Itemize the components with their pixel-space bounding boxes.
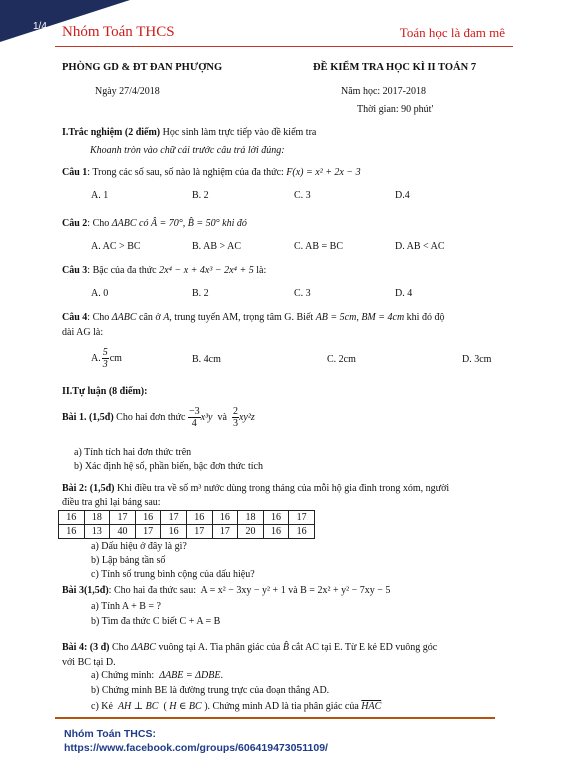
question-4-line2: dài AG là: bbox=[62, 327, 104, 338]
exercise-4-a: a) Chứng minh: ΔABE = ΔDBE. bbox=[91, 670, 223, 681]
q4-option-b: B. 4cm bbox=[192, 354, 221, 365]
part1-heading: I.Trắc nghiệm (2 điểm) Học sinh làm trực tiếp vào đề kiểm tra bbox=[62, 127, 317, 138]
q1-option-b: B. 2 bbox=[192, 190, 209, 201]
exercise-1: Bài 1. (1,5đ) Cho hai đơn thức −3 4 x³y và 2 3 xy²z bbox=[62, 406, 255, 429]
table-cell: 13 bbox=[84, 525, 110, 539]
exercise-2: Bài 2: (1,5đ) Khi điều tra về số m³ nước dùng trong tháng của mỗi hộ gia đình trong xóm, người bbox=[62, 483, 450, 494]
exercise-3-b: b) Tìm đa thức C biết C + A = B bbox=[91, 616, 221, 627]
exercise-2-line2: điều tra ghi lại bảng sau: bbox=[62, 497, 161, 508]
table-cell: 17 bbox=[135, 525, 161, 539]
table-cell: 18 bbox=[84, 511, 110, 525]
brand-title: Nhóm Toán THCS bbox=[62, 24, 175, 40]
table-cell: 17 bbox=[186, 525, 212, 539]
table-cell: 16 bbox=[59, 525, 85, 539]
exercise-4-b: b) Chứng minh BE là đường trung trực của đoạn thẳng AD. bbox=[91, 685, 330, 696]
part1-instruction: Khoanh tròn vào chữ cái trước câu trả lời đúng: bbox=[90, 145, 285, 156]
table-row bbox=[59, 525, 315, 539]
table-cell: 16 bbox=[135, 511, 161, 525]
table-cell: 18 bbox=[238, 511, 264, 525]
q1-option-c: C. 3 bbox=[294, 190, 311, 201]
table-cell: 16 bbox=[263, 525, 289, 539]
page-number: 1/4 bbox=[33, 21, 47, 32]
question-2: Câu 2: Cho ΔABC có Â = 70°, B̂ = 50° khi đó bbox=[62, 218, 247, 229]
table-cell: 17 bbox=[161, 511, 187, 525]
q2-option-c: C. AB = BC bbox=[294, 241, 343, 252]
table-row bbox=[59, 511, 315, 525]
exercise-2-a: a) Dấu hiệu ở đây là gì? bbox=[91, 541, 187, 552]
exercise-2-b: b) Lập bảng tần số bbox=[91, 555, 166, 566]
school-name: PHÒNG GD & ĐT ĐAN PHƯỢNG bbox=[62, 62, 223, 73]
table-cell: 16 bbox=[186, 511, 212, 525]
exercise-3-a: a) Tính A + B = ? bbox=[91, 601, 161, 612]
q4-option-c: C. 2cm bbox=[327, 354, 356, 365]
exercise-4-c: c) Kẻ AH ⊥ BC ( H ∈ BC ). Chứng minh AD là tia phân giác của $\overline{HAC}$ bbox=[91, 701, 382, 712]
table-cell: 17 bbox=[212, 525, 238, 539]
exam-date: Ngày 27/4/2018 bbox=[95, 86, 160, 97]
exercise-2-c: c) Tính số trung bình cộng của dấu hiệu? bbox=[91, 569, 255, 580]
q2-option-a: A. AC > BC bbox=[91, 241, 141, 252]
part2-heading: II.Tự luận (8 điểm): bbox=[62, 386, 148, 397]
question-1: Câu 1: Trong các số sau, số nào là nghiệm của đa thức: F(x) = x² + 2x − 3 bbox=[62, 167, 361, 178]
exercise-4: Bài 4: (3 đ) Cho ΔABC vuông tại A. Tia phân giác của B̂ cắt AC tại E. Từ E kẻ ED vuông góc bbox=[62, 642, 438, 653]
exam-time: Thời gian: 90 phút' bbox=[357, 104, 434, 115]
q1-option-a: A. 1 bbox=[91, 190, 109, 201]
motto: Toán học là đam mê bbox=[399, 25, 505, 40]
exercise-4-line2: với BC tại D. bbox=[62, 657, 116, 668]
table-cell: 16 bbox=[212, 511, 238, 525]
header-divider bbox=[55, 46, 513, 47]
exam-title: ĐỀ KIỂM TRA HỌC KÌ II TOÁN 7 bbox=[313, 62, 477, 73]
q3-option-c: C. 3 bbox=[294, 288, 311, 299]
table-cell: 16 bbox=[59, 511, 85, 525]
footer-divider bbox=[55, 717, 495, 719]
q3-option-d: D. 4 bbox=[395, 288, 413, 299]
data-table bbox=[58, 510, 315, 539]
exercise-1-b: b) Xác định hệ số, phần biến, bậc đơn thức tích bbox=[74, 461, 263, 472]
q4-option-d: D. 3cm bbox=[462, 354, 492, 365]
table-cell: 16 bbox=[289, 525, 315, 539]
q2-option-b: B. AB > AC bbox=[192, 241, 241, 252]
table-cell: 16 bbox=[263, 511, 289, 525]
q2-option-d: D. AB < AC bbox=[395, 241, 445, 252]
footer-group-name: Nhóm Toán THCS: bbox=[64, 728, 156, 740]
question-3: Câu 3: Bậc của đa thức 2x⁴ − x + 4x³ − 2x⁴ + 5 là: bbox=[62, 265, 267, 276]
exercise-3: Bài 3(1,5đ): Cho hai đa thức sau: A = x² − 3xy − y² + 1 và B = 2x² + y² − 7xy − 5 bbox=[62, 585, 391, 596]
question-4: Câu 4: Cho ΔABC cân ở A, trung tuyến AM, trọng tâm G. Biết AB = 5cm, BM = 4cm khi đó độ bbox=[62, 312, 445, 323]
q3-option-b: B. 2 bbox=[192, 288, 209, 299]
q4-option-a: A. 5 3 cm bbox=[91, 347, 122, 370]
table-cell: 20 bbox=[238, 525, 264, 539]
table-cell: 40 bbox=[110, 525, 136, 539]
footer-link[interactable]: https://www.facebook.com/groups/606419473051109/ bbox=[64, 742, 328, 754]
exercise-1-a: a) Tính tích hai đơn thức trên bbox=[74, 447, 192, 458]
table-cell: 16 bbox=[161, 525, 187, 539]
table-cell: 17 bbox=[289, 511, 315, 525]
table-cell: 17 bbox=[110, 511, 136, 525]
school-year: Năm học: 2017-2018 bbox=[341, 86, 426, 97]
q1-option-d: D.4 bbox=[395, 190, 410, 201]
q3-option-a: A. 0 bbox=[91, 288, 109, 299]
